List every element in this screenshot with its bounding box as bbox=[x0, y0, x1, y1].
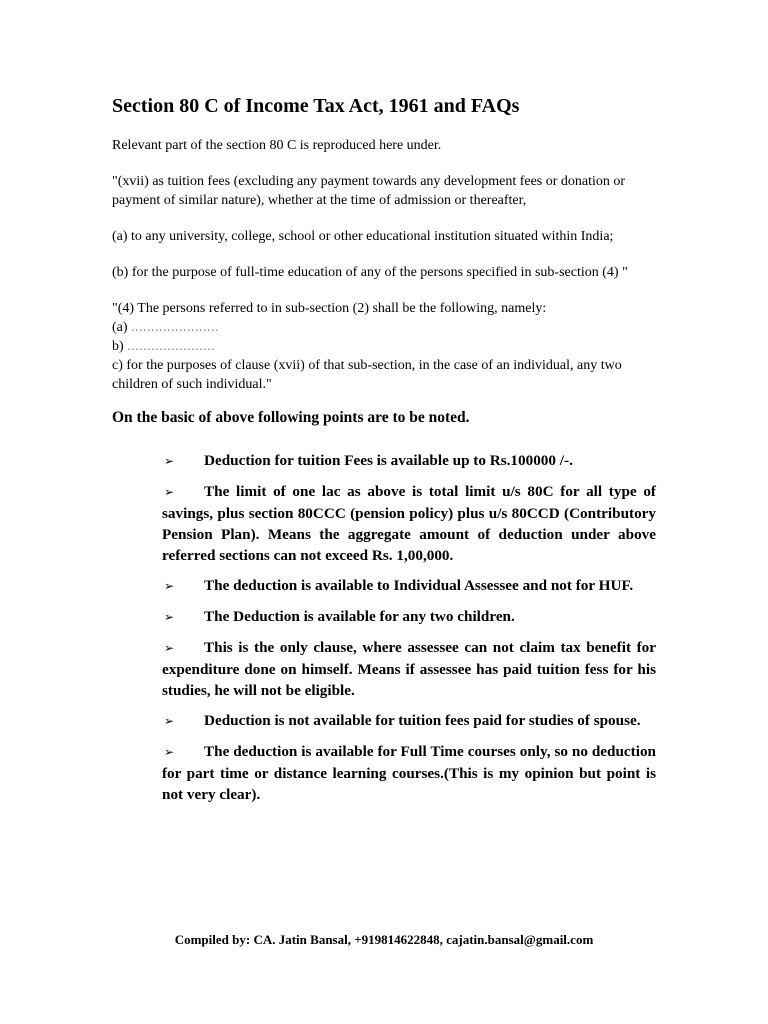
subsection-4-item-a bbox=[112, 318, 660, 337]
item-a-placeholder-dots: ...................... bbox=[131, 320, 220, 335]
document-title: Section 80 C of Income Tax Act, 1961 and FAQs bbox=[112, 95, 520, 117]
subsection-4-heading: "(4) The persons referred to in sub-section (2) shall be the following, namely: bbox=[112, 301, 547, 316]
list-item bbox=[162, 710, 656, 732]
list-item bbox=[162, 481, 656, 566]
point-text: The deduction is available to Individual Assessee and not for HUF. bbox=[204, 577, 634, 594]
notes-heading: On the basic of above following points are to be noted. bbox=[112, 409, 470, 426]
list-item bbox=[162, 575, 656, 597]
list-item bbox=[162, 741, 656, 805]
arrow-bullet-icon: ➢ bbox=[164, 485, 175, 499]
point-text: The deduction is available for Full Time courses only, so no deduction for part time or distance learning courses.(This is my opinion but point is not very clear). bbox=[162, 743, 656, 803]
clause-b-paragraph: (b) for the purpose of full-time education of any of the persons specified in sub-section (4) " bbox=[112, 265, 628, 280]
intro-paragraph: Relevant part of the section 80 C is reproduced here under. bbox=[112, 138, 442, 153]
subsection-4-item-b bbox=[112, 337, 660, 356]
subsection-4-block bbox=[112, 299, 660, 394]
point-text: The Deduction is available for any two children. bbox=[204, 608, 515, 625]
clause-a-paragraph: (a) to any university, college, school or other educational institution situated within India; bbox=[112, 229, 614, 244]
point-text: Deduction for tuition Fees is available up to Rs.100000 /-. bbox=[204, 452, 573, 469]
list-item bbox=[162, 606, 656, 628]
item-b-placeholder-dots: ...................... bbox=[127, 339, 216, 354]
point-text: The limit of one lac as above is total limit u/s 80C for all type of savings, plus section 80CCC (pension policy) plus u/s 80CCD (Contributory Pension Plan). Means the aggregate amount of deduction under above referred sections can not exceed Rs. 1,00,000. bbox=[162, 483, 656, 564]
arrow-bullet-icon: ➢ bbox=[164, 714, 175, 728]
arrow-bullet-icon: ➢ bbox=[164, 610, 175, 624]
clause-xvii-paragraph: "(xvii) as tuition fees (excluding any payment towards any development fees or donation or payment of similar nature), whether at the time of admission or thereafter, bbox=[112, 174, 626, 208]
document-page bbox=[112, 94, 660, 814]
item-a-label: (a) bbox=[112, 320, 132, 335]
list-item bbox=[162, 450, 656, 472]
list-item bbox=[162, 637, 656, 701]
arrow-bullet-icon: ➢ bbox=[164, 641, 175, 655]
item-b-label: b) bbox=[112, 339, 128, 354]
arrow-bullet-icon: ➢ bbox=[164, 579, 175, 593]
points-list bbox=[162, 450, 656, 805]
compiled-by-footer: Compiled by: CA. Jatin Bansal, +919814622848, cajatin.bansal@gmail.com bbox=[174, 932, 594, 947]
point-text: Deduction is not available for tuition fees paid for studies of spouse. bbox=[204, 712, 641, 729]
subsection-4-item-c: c) for the purposes of clause (xvii) of that sub-section, in the case of an individual, any two children of such individual." bbox=[112, 358, 622, 392]
point-text: This is the only clause, where assessee can not claim tax benefit for expenditure done on himself. Means if assessee has paid tuition fess for his studies, he will not be eligible. bbox=[162, 639, 656, 699]
arrow-bullet-icon: ➢ bbox=[164, 745, 175, 759]
arrow-bullet-icon: ➢ bbox=[164, 454, 175, 468]
